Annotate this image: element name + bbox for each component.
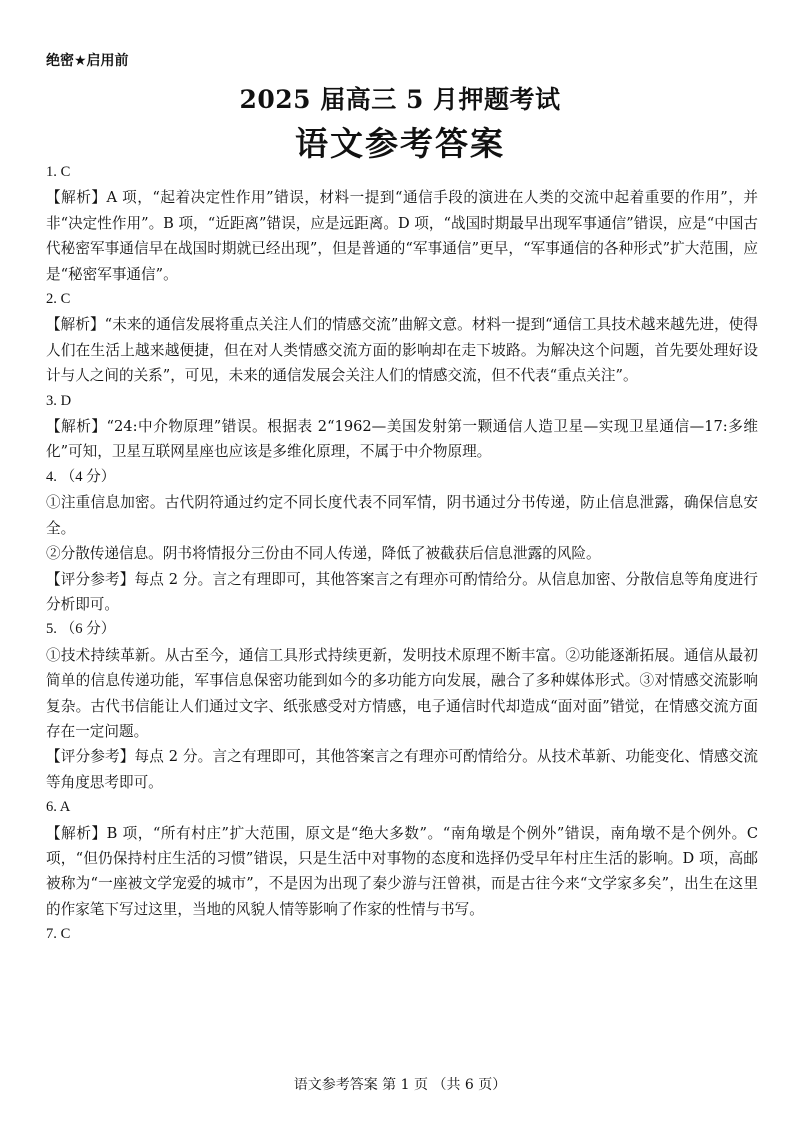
analysis-paragraph: 【解析】“未来的通信发展将重点关注人们的情感交流”曲解文意。材料一提到“通信工具技术越来越先进，使得人们在生活上越来越便捷，但在对人类情感交流方面的影响却在走下坡路。为解决这个问题，首先要处理好设计与人之间的关系”，可见，未来的通信发展会关注人们的情感交流，但不代表“重点关注”。	[46, 316, 758, 385]
analysis-paragraph: 【解析】A 项，“起着决定性作用”错误，材料一提到“通信手段的演进在人类的交流中起着重要的作用”，并非“决定性作用”。B 项，“近距离”错误，应是远距离。D 项，“战国时期最早出现军事通信”错误，应是“中国古代秘密军事通信早在战国时期就已经出现”，但是普通的“军事通信”更早，“军事通信的各种形式”扩大范围，应是“秘密军事通信”。	[46, 189, 758, 283]
secret-label: 绝密★启用前	[46, 53, 129, 69]
question-number: 7. C	[46, 926, 71, 943]
answer-item-2	[46, 287, 758, 389]
answer-point: ①注重信息加密。古代阴符通过约定不同长度代表不同军情，阴书通过分书传递，防止信息泄露，确保信息安全。	[46, 494, 758, 537]
analysis-paragraph: 【解析】“24:中介物原理”错误。根据表 2“1962—美国发射第一颗通信人造卫星—实现卫星通信—17:多维化”可知，卫星互联网星座也应该是多维化原理，不属于中介物原理。	[46, 418, 758, 461]
answer-point: ②分散传递信息。阴书将情报分三份由不同人传递，降低了被截获后信息泄露的风险。	[46, 545, 601, 563]
scoring-reference: 【评分参考】每点 2 分。言之有理即可，其他答案言之有理亦可酌情给分。从技术革新、功能变化、情感交流等角度思考即可。	[46, 748, 758, 791]
question-number: 3. D	[46, 392, 72, 409]
answer-content	[46, 160, 758, 948]
answer-item-3	[46, 389, 758, 465]
page-footer: 语文参考答案 第 1 页 （共 6 页）	[293, 1077, 507, 1093]
question-number: 2. C	[46, 291, 71, 308]
question-number: 4. （4 分）	[46, 468, 116, 485]
answer-item-7	[46, 922, 758, 947]
scoring-reference: 【评分参考】每点 2 分。言之有理即可，其他答案言之有理亦可酌情给分。从信息加密、分散信息等角度进行分析即可。	[46, 570, 758, 613]
answer-item-4	[46, 465, 758, 617]
answer-item-5	[46, 617, 758, 795]
exam-title: 2025 届高三 5 月押题考试	[239, 85, 561, 114]
analysis-paragraph: 【解析】B 项，“所有村庄”扩大范围，原文是“绝大多数”。“南角墩是个例外”错误，南角墩不是个例外。C 项，“但仍保持村庄生活的习惯”错误，只是生活中对事物的态度和选择仍受早年村庄生活的影响。D 项，高邮被称为“一座被文学宠爱的城市”，不是因为出现了秦少游与汪曾祺，而是古往今来“文学家多矣”，出生在这里的作家笔下写过这里，当地的风貌人情等影响了作家的性情与书写。	[46, 824, 758, 918]
exam-subtitle: 语文参考答案	[295, 124, 505, 163]
answer-point: ①技术持续革新。从古至今，通信工具形式持续更新，发明技术原理不断丰富。②功能逐渐拓展。通信从最初简单的信息传递功能，军事信息保密功能到如今的多功能方向发展，融合了多种媒体形式。③对情感交流影响复杂。古代书信能让人们通过文字、纸张感受对方情感，电子通信时代却造成“面对面”错觉，在情感交流方面存在一定问题。	[46, 646, 758, 740]
answer-item-1	[46, 160, 758, 287]
question-number: 5. （6 分）	[46, 621, 116, 638]
question-number: 1. C	[46, 164, 71, 180]
question-number: 6. A	[46, 799, 71, 816]
answer-item-6	[46, 795, 758, 922]
